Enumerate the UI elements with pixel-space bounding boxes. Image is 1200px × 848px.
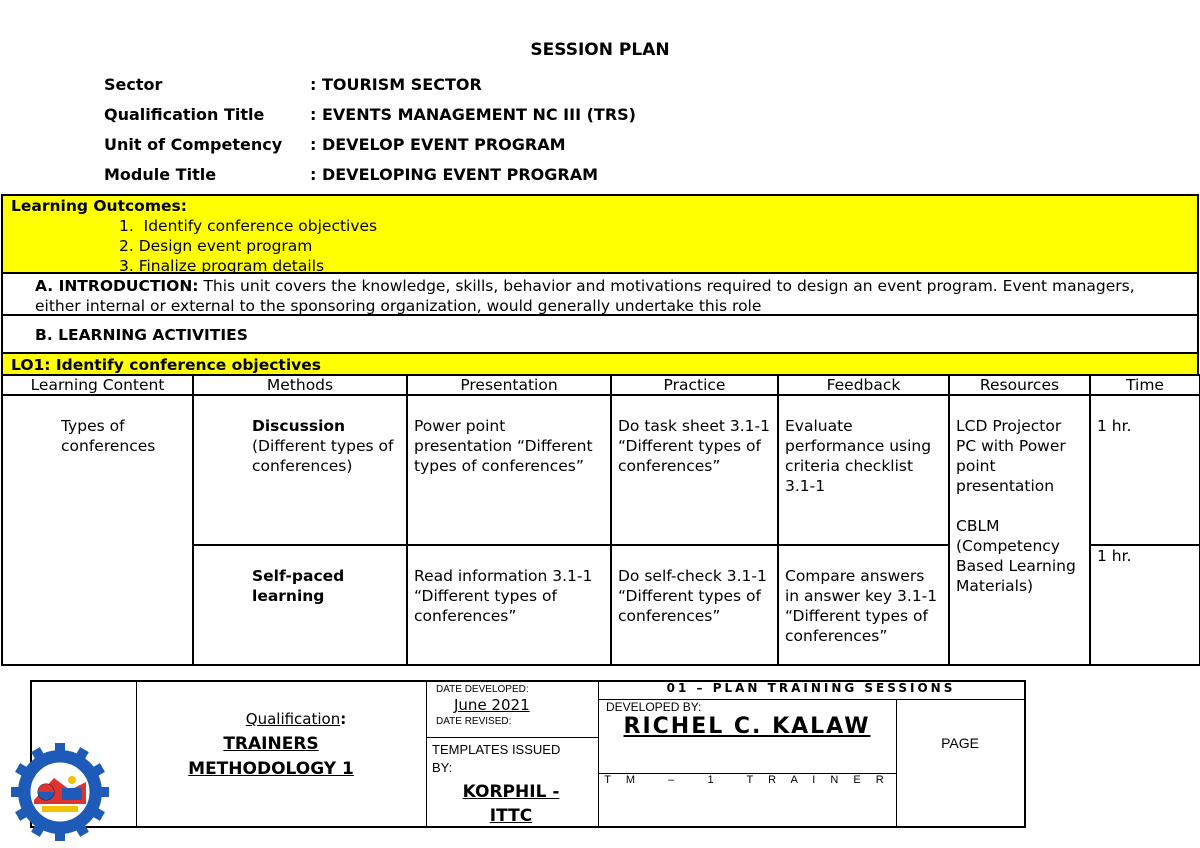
- learning-outcomes-box: [1, 194, 1199, 274]
- table-row: [2, 395, 1200, 545]
- qualification-title-label: Qualification Title: [104, 105, 265, 124]
- unit-of-competency-value: : DEVELOP EVENT PROGRAM: [310, 135, 566, 154]
- method-detail: (Different types of conferences): [252, 437, 394, 475]
- learning-activities-box: [1, 314, 1199, 354]
- method-cell: [193, 545, 407, 665]
- qualification-title-value: : EVENTS MANAGEMENT NC III (TRS): [310, 105, 636, 124]
- learning-content-line1: Types of: [61, 417, 125, 435]
- practice-cell: Do self-check 3.1-1 “Different types of conferences”: [611, 545, 778, 665]
- introduction-box: [1, 272, 1199, 316]
- page-label: PAGE: [941, 735, 979, 751]
- header-practice: Practice: [611, 375, 778, 395]
- sector-value: : TOURISM SECTOR: [310, 75, 482, 94]
- footer-qualification-line2: METHODOLOGY 1: [188, 759, 354, 779]
- learning-outcomes-heading: Learning Outcomes:: [11, 197, 187, 215]
- korphil-seal-logo: [10, 742, 110, 842]
- issuer-line2: ITTC: [489, 806, 533, 826]
- header-time: Time: [1090, 375, 1200, 395]
- practice-cell: Do task sheet 3.1-1 “Different types of conferences”: [611, 395, 778, 545]
- lo1-bar: [1, 352, 1199, 376]
- tm-code: T M – 1 T R A I N E R: [604, 774, 890, 786]
- learning-activities-label: B. LEARNING ACTIVITIES: [35, 326, 248, 344]
- module-title-label: Module Title: [104, 165, 217, 184]
- learning-content-cell: [2, 395, 193, 665]
- introduction-label: A. INTRODUCTION:: [35, 277, 199, 295]
- header-presentation: Presentation: [407, 375, 611, 395]
- header-feedback: Feedback: [778, 375, 949, 395]
- date-developed-value: June 2021: [454, 696, 530, 714]
- resources-item-2: CBLM (Competency Based Learning Materials): [956, 517, 1076, 595]
- introduction-text: [35, 276, 1175, 316]
- footer-qualification-line1: TRAINERS: [223, 734, 319, 754]
- document-code: 01 – PLAN TRAINING SESSIONS: [666, 681, 956, 695]
- header-resources: Resources: [949, 375, 1090, 395]
- activities-table: [1, 374, 1200, 666]
- developer-name: RICHEL C. KALAW: [623, 714, 871, 739]
- resources-item-1: LCD Projector PC with Power point presentation: [956, 417, 1066, 495]
- header-learning-content: Learning Content: [2, 375, 193, 395]
- presentation-cell: Read information 3.1-1 “Different types of conferences”: [407, 545, 611, 665]
- module-title-value: : DEVELOPING EVENT PROGRAM: [310, 165, 599, 184]
- presentation-cell: Power point presentation “Different types of conferences”: [407, 395, 611, 545]
- sector-label: Sector: [104, 75, 163, 94]
- method-name: Discussion: [252, 417, 346, 435]
- date-revised-label: DATE REVISED:: [436, 716, 512, 727]
- method-name: Self-paced learning: [252, 567, 345, 605]
- templates-issued-label: TEMPLATES ISSUED BY:: [432, 742, 561, 775]
- outcome-item-2: 2. Design event program: [119, 237, 313, 255]
- resources-cell: [949, 395, 1090, 665]
- feedback-cell: Evaluate performance using criteria checklist 3.1-1: [778, 395, 949, 545]
- feedback-cell: Compare answers in answer key 3.1-1 “Different types of conferences”: [778, 545, 949, 665]
- learning-content-line2: conferences: [61, 437, 156, 455]
- outcome-item-3: 3. Finalize program details: [119, 257, 325, 275]
- footer-qualification-colon: :: [340, 710, 347, 728]
- page-title: SESSION PLAN: [530, 40, 670, 60]
- footer-qualification-label-wrap: [166, 710, 426, 728]
- table-header-row: [2, 375, 1200, 395]
- time-cell: 1 hr.: [1090, 545, 1200, 665]
- header-methods: Methods: [193, 375, 407, 395]
- issuer-line1: KORPHIL -: [462, 782, 560, 802]
- footer-qualification-label: Qualification: [245, 710, 341, 728]
- developed-by-label: DEVELOPED BY:: [606, 700, 702, 714]
- introduction-body: This unit covers the knowledge, skills, behavior and motivations required to design an event program. Event managers, either internal or external to the sponsoring organization, would generally undertake this role: [35, 277, 1135, 315]
- method-cell: [193, 395, 407, 545]
- lo1-label: LO1: Identify conference objectives: [11, 356, 321, 374]
- unit-of-competency-label: Unit of Competency: [104, 135, 283, 154]
- outcome-item-1: 1. Identify conference objectives: [119, 217, 378, 235]
- date-developed-label: DATE DEVELOPED:: [436, 684, 529, 695]
- time-cell: 1 hr.: [1090, 395, 1200, 545]
